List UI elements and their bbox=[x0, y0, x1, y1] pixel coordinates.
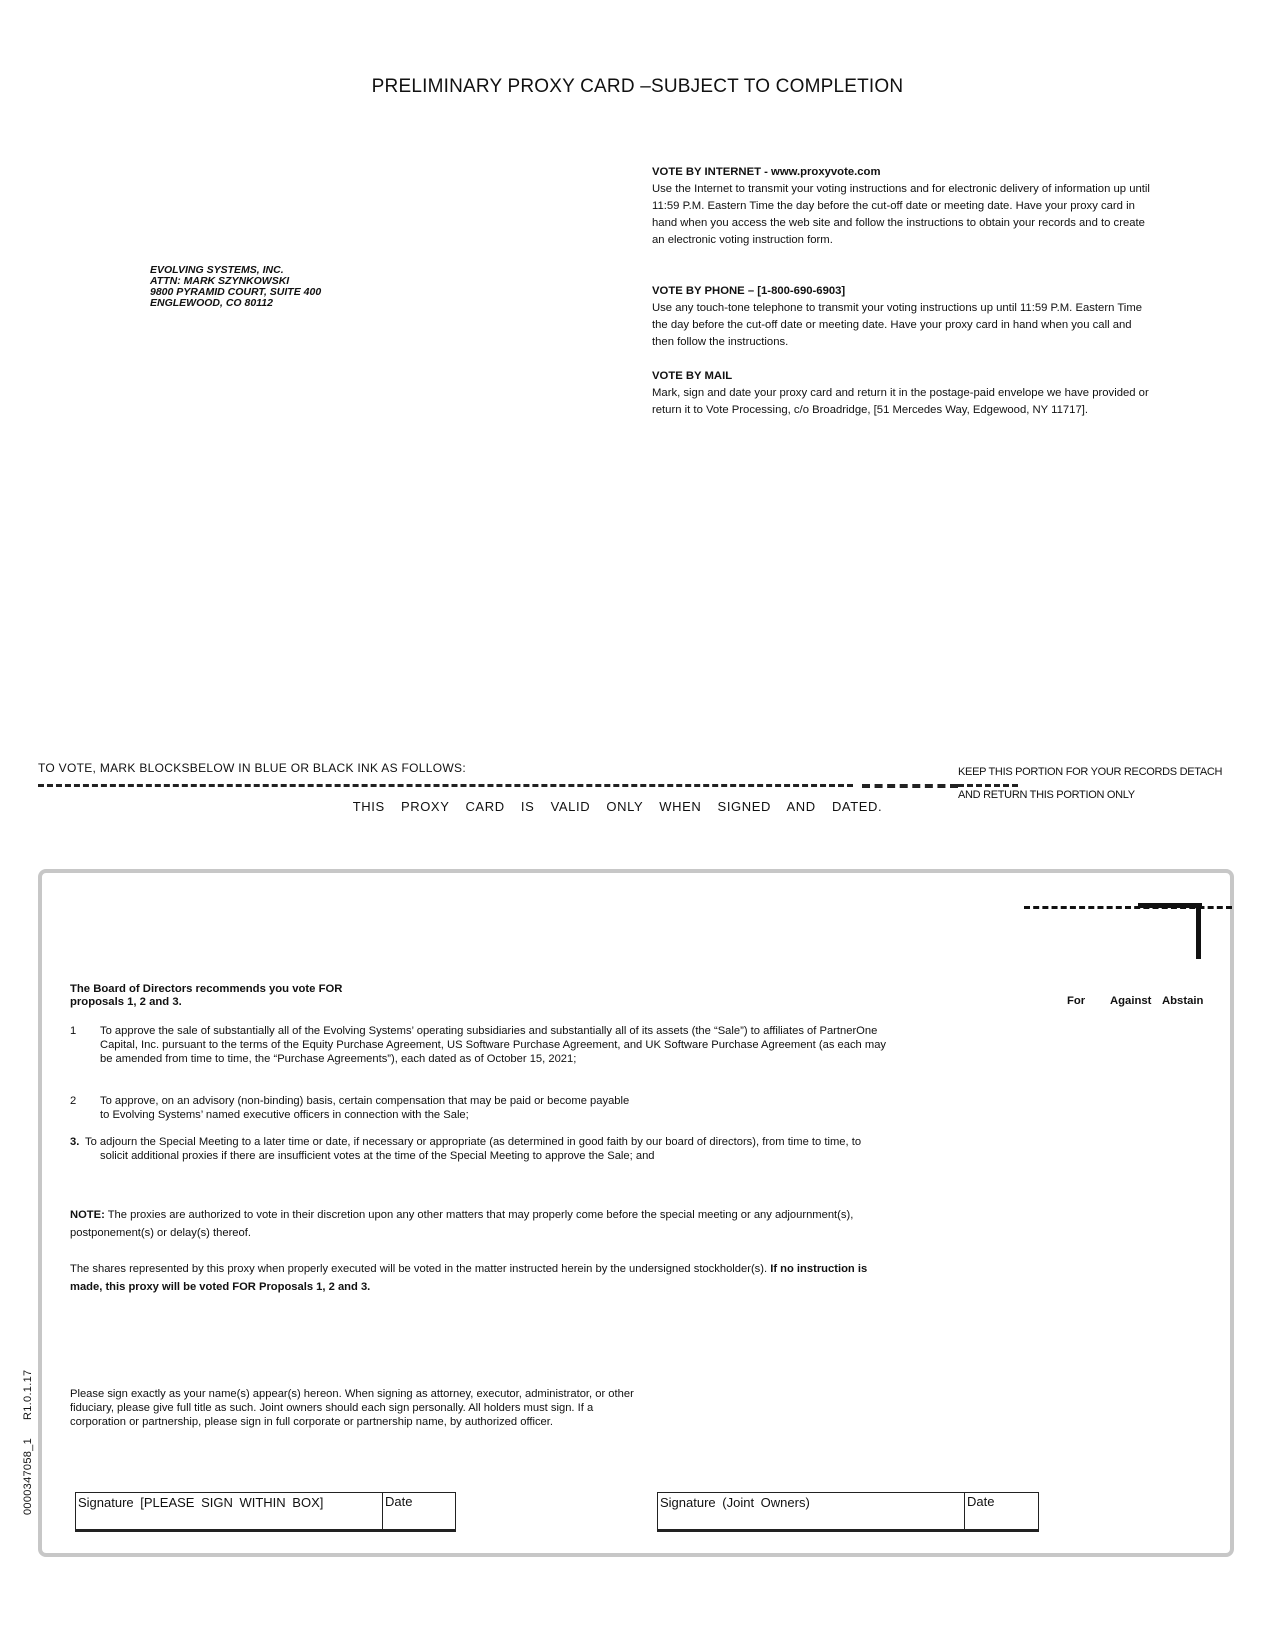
keep-line-1: KEEP THIS PORTION FOR YOUR RECORDS DETACH bbox=[958, 766, 1223, 778]
version-code: R1.0.1.17 bbox=[22, 1369, 34, 1420]
detach-line bbox=[38, 784, 853, 787]
address-line: ATTN: MARK SZYNKOWSKI bbox=[150, 275, 290, 287]
address-line: ENGLEWOOD, CO 80112 bbox=[150, 297, 273, 309]
proposal-1 bbox=[70, 1024, 890, 1066]
valid-notice: THIS PROXY CARD IS VALID ONLY WHEN SIGNED AND DATED. bbox=[352, 799, 883, 814]
side-control-code bbox=[22, 1370, 34, 1515]
registration-mark bbox=[1138, 903, 1202, 908]
vote-by-phone bbox=[652, 283, 1152, 351]
column-abstain: Abstain bbox=[1162, 995, 1204, 1007]
shares-bold-text: If no instruction is made, this proxy will be voted FOR Proposals 1, 2 and 3. bbox=[70, 1263, 868, 1293]
vote-phone-body: Use any touch-tone telephone to transmit your voting instructions up until 11:59 P.M. Eastern Time the day before the cut-off date or meeting date. Have your proxy card in hand when you call and then follow the instructions. bbox=[652, 302, 1143, 348]
column-for: For bbox=[1067, 995, 1086, 1007]
note-label: NOTE: bbox=[70, 1209, 105, 1221]
joint-date-field[interactable] bbox=[964, 1493, 1038, 1529]
proposal-number: 2 bbox=[70, 1095, 77, 1107]
signature-date-field[interactable] bbox=[382, 1493, 455, 1529]
proposal-text: To approve the sale of substantially all of the Evolving Systems’ operating subsidiaries and substantially all of its assets (the “Sale”) to affiliates of PartnerOne Capital, Inc. pursuant to the terms of the Equity Purchase Agreement, US Software Purchase Agreement, and UK Software Purchase Agreement (as each may be amended from time to time, the “Purchase Agreements”), each dated as of October 15, 2021; bbox=[100, 1025, 887, 1065]
page-title: PRELIMINARY PROXY CARD –SUBJECT TO COMPLETION bbox=[371, 76, 904, 97]
vote-by-mail bbox=[652, 368, 1152, 419]
proposal-number: 1 bbox=[70, 1025, 77, 1037]
proposal-text bbox=[85, 1135, 900, 1163]
signature-label: Signature [PLEASE SIGN WITHIN BOX] bbox=[78, 1495, 324, 1510]
vote-by-internet bbox=[652, 164, 1152, 249]
address-line: 9800 PYRAMID COURT, SUITE 400 bbox=[150, 286, 322, 298]
note-text: The proxies are authorized to vote in their discretion upon any other matters that may properly come before the special meeting or any adjournment(s), postponement(s) or delay(s) thereof. bbox=[70, 1209, 854, 1239]
proposal-number: 3. bbox=[70, 1136, 80, 1148]
signature-box[interactable] bbox=[75, 1492, 456, 1532]
date-label: Date bbox=[385, 1494, 413, 1509]
signing-instructions: Please sign exactly as your name(s) appear(s) hereon. When signing as attorney, executor, administrator, or other fiduciary, please give full title as such. Joint owners should each sign personally. All holders must sign. If a corporation or partnership, please sign in full corporate or partnership name, by authorized officer. bbox=[70, 1388, 634, 1428]
proposal-text: To approve, on an advisory (non-binding) basis, certain compensation that may be paid or become payable to Evolving Systems’ named executive officers in connection with the Sale; bbox=[100, 1095, 630, 1121]
address-line: EVOLVING SYSTEMS, INC. bbox=[150, 264, 284, 276]
registration-mark bbox=[1196, 903, 1201, 959]
proposal-3 bbox=[70, 1135, 900, 1163]
date-label: Date bbox=[967, 1494, 995, 1509]
keep-line-2: AND RETURN THIS PORTION ONLY bbox=[958, 789, 1135, 801]
vote-internet-body: Use the Internet to transmit your voting instructions and for electronic delivery of information up until 11:59 P.M. Eastern Time the day before the cut-off date or meeting date. Have your proxy card in hand when you access the web site and follow the instructions to obtain your records and to create an electronic voting instruction form. bbox=[652, 183, 1150, 246]
control-number: 0000347058_1 bbox=[22, 1437, 34, 1515]
vote-phone-heading: VOTE BY PHONE – [1-800-690-6903] bbox=[652, 285, 846, 297]
vote-internet-heading: VOTE BY INTERNET - www.proxyvote.com bbox=[652, 166, 881, 178]
shares-text: The shares represented by this proxy when properly executed will be voted in the matter instructed herein by the undersigned stockholder(s). bbox=[70, 1263, 771, 1275]
joint-signature-box[interactable] bbox=[657, 1492, 1039, 1532]
board-recommendation: The Board of Directors recommends you vote FOR proposals 1, 2 and 3. bbox=[70, 983, 343, 1008]
to-vote-instruction: TO VOTE, MARK BLOCKSBELOW IN BLUE OR BLACK INK AS FOLLOWS: bbox=[38, 761, 466, 775]
proposal-text-line-1: To adjourn the Special Meeting to a later time or date, if necessary or appropriate (as determined in good faith by our board of directors), from time to time, to bbox=[85, 1136, 862, 1148]
detach-line-heavy bbox=[862, 784, 958, 788]
note-paragraph bbox=[70, 1206, 890, 1242]
shares-paragraph bbox=[70, 1260, 900, 1296]
proposal-text-line-2: solicit additional proxies if there are insufficient votes at the time of the Special Meeting to approve the Sale; and bbox=[100, 1150, 655, 1162]
column-against: Against bbox=[1110, 995, 1152, 1007]
proposal-2 bbox=[70, 1094, 890, 1122]
vote-mail-body: Mark, sign and date your proxy card and return it in the postage-paid envelope we have provided or return it to Vote Processing, c/o Broadridge, [51 Mercedes Way, Edgewood, NY 11717]. bbox=[652, 387, 1149, 416]
return-address bbox=[150, 265, 321, 309]
vote-mail-heading: VOTE BY MAIL bbox=[652, 370, 733, 382]
joint-signature-label: Signature (Joint Owners) bbox=[660, 1495, 810, 1510]
